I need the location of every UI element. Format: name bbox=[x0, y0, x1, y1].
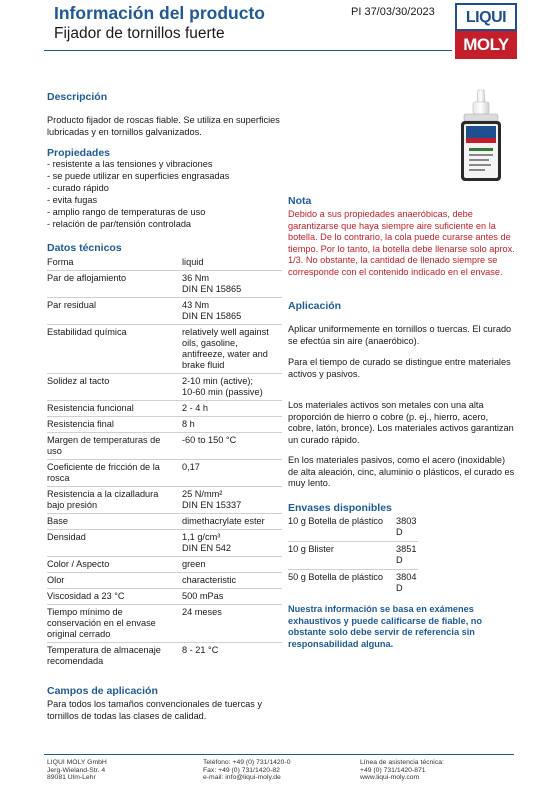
spec-name: Margen de temperaturas de uso bbox=[47, 434, 161, 456]
spec-name: Olor bbox=[47, 574, 65, 585]
footer-divider bbox=[44, 754, 514, 755]
footer-line: Jerg-Wieland-Str. 4 bbox=[47, 766, 106, 774]
spec-value: 1,1 g/cm³ DIN EN 542 bbox=[182, 531, 232, 553]
footer-line: LIQUI MOLY GmbH bbox=[47, 759, 107, 766]
spec-name: Resistencia final bbox=[47, 418, 114, 429]
spec-value: 8 h bbox=[182, 418, 195, 429]
package-name: 50 g Botella de plástico bbox=[288, 572, 384, 582]
aplicacion-p1: Aplicar uniformemente en tornillos o tuercas. El curado se efectúa sin aire (anaeróbico). bbox=[288, 324, 512, 346]
list-item: - curado rápido bbox=[47, 182, 229, 194]
spec-name: Solidez al tacto bbox=[47, 375, 110, 386]
spec-value: characteristic bbox=[182, 574, 237, 585]
spec-value: 0,17 bbox=[182, 461, 200, 472]
table-row bbox=[47, 417, 282, 433]
spec-value: relatively well against oils, gasoline, antifreeze, water and brake fluid bbox=[182, 326, 269, 370]
table-row bbox=[47, 573, 282, 589]
disclaimer-text: Nuestra información se basa en exámenes exhaustivos y puede calificarse de fiable, no obstante solo debe servir de referencia sin responsabilidad alguna. bbox=[288, 604, 483, 649]
footer-line: 89081 Ulm-Lehr bbox=[47, 774, 96, 782]
header-divider bbox=[44, 50, 452, 51]
table-row bbox=[47, 487, 282, 514]
package-code: 3803 D bbox=[396, 516, 417, 537]
datos-heading: Datos técnicos bbox=[47, 242, 122, 254]
spec-value: 25 N/mm² DIN EN 15337 bbox=[182, 488, 242, 510]
table-row bbox=[47, 589, 282, 605]
nota-heading: Nota bbox=[288, 195, 312, 207]
table-row bbox=[288, 570, 418, 598]
propiedades-heading: Propiedades bbox=[47, 147, 111, 159]
table-row bbox=[47, 605, 282, 643]
spec-value: 43 Nm DIN EN 15865 bbox=[182, 299, 242, 321]
envases-table bbox=[288, 514, 418, 597]
aplicacion-p4: En los materiales pasivos, como el acero (inoxidable) de alta aleación, cinc, aluminio o plásticos, el curado es muy lento. bbox=[288, 455, 515, 488]
table-row bbox=[47, 298, 282, 325]
spec-name: Viscosidad a 23 °C bbox=[47, 590, 125, 601]
table-row bbox=[47, 514, 282, 530]
spec-value: 36 Nm DIN EN 15865 bbox=[182, 272, 242, 294]
spec-name: Par residual bbox=[47, 299, 97, 310]
spec-name: Color / Aspecto bbox=[47, 558, 110, 569]
table-row bbox=[47, 460, 282, 487]
spec-name: Temperatura de almacenaje recomendada bbox=[47, 644, 161, 666]
campos-heading: Campos de aplicación bbox=[47, 685, 158, 697]
spec-value: liquid bbox=[182, 256, 204, 267]
footer-line: www.liqui-moly.com bbox=[360, 774, 420, 782]
spec-name: Estabilidad química bbox=[47, 326, 127, 337]
footer-line: Teléfono: +49 (0) 731/1420-0 bbox=[203, 759, 291, 766]
spec-value: dimethacrylate ester bbox=[182, 515, 265, 526]
table-row bbox=[47, 643, 282, 670]
logo-top-text: LIQUI bbox=[455, 3, 517, 31]
spec-name: Coeficiente de fricción de la rosca bbox=[47, 461, 160, 483]
footer-support bbox=[360, 759, 444, 782]
list-item: - se puede utilizar en superficies engrasadas bbox=[47, 170, 229, 182]
page-subtitle: Fijador de tornillos fuerte bbox=[54, 25, 225, 42]
descripcion-heading: Descripción bbox=[47, 91, 108, 103]
table-row bbox=[47, 401, 282, 417]
spec-value: 8 - 21 °C bbox=[182, 644, 219, 655]
spec-value: 2 - 4 h bbox=[182, 402, 209, 413]
table-row bbox=[288, 542, 418, 570]
footer-company bbox=[47, 759, 107, 782]
list-item: - evita fugas bbox=[47, 194, 229, 206]
footer-line: +49 (0) 731/1420-871 bbox=[360, 766, 426, 774]
table-row bbox=[288, 514, 418, 542]
datos-tecnicos-table bbox=[47, 255, 282, 669]
table-row bbox=[47, 530, 282, 557]
nota-text: Debido a sus propiedades anaeróbicas, debe garantizarse que haya siempre aire suficiente en la botella. De lo contrario, la cola puede curarse antes de tiempo. Por lo tanto, la botella debe llenarse solo aprox. 1/3. No obstante, la cantidad de llenado siempre se corresponde con el contenido indicado en el envase. bbox=[288, 209, 515, 277]
spec-name: Par de aflojamiento bbox=[47, 272, 127, 283]
spec-name: Base bbox=[47, 515, 68, 526]
aplicacion-p3: Los materiales activos son metales con una alta proporción de hierro o cobre (p. ej., hierro, acero, cobre, latón, bronce). Los materiales activos garantizan un curado rápido. bbox=[288, 400, 514, 445]
package-code: 3804 D bbox=[396, 572, 417, 593]
package-code: 3851 D bbox=[396, 544, 417, 565]
spec-name: Resistencia a la cizalladura bajo presión bbox=[47, 488, 159, 510]
table-row bbox=[47, 433, 282, 460]
aplicacion-p2: Para el tiempo de curado se distingue entre materiales activos y pasivos. bbox=[288, 357, 511, 379]
list-item: - relación de par/tensión controlada bbox=[47, 218, 229, 230]
spec-name: Resistencia funcional bbox=[47, 402, 134, 413]
propiedades-list bbox=[47, 158, 229, 230]
document-reference: PI 37/03/30/2023 bbox=[351, 6, 435, 18]
spec-value: -60 to 150 °C bbox=[182, 434, 237, 445]
footer-line: Línea de asistencia técnica: bbox=[360, 759, 444, 766]
page-title: Información del producto bbox=[54, 3, 265, 23]
descripcion-text: Producto fijador de roscas fiable. Se utiliza en superficies lubricadas y en tornillos galvanizados. bbox=[47, 115, 280, 137]
footer-contact bbox=[203, 759, 290, 782]
table-row bbox=[47, 271, 282, 298]
header bbox=[54, 3, 265, 44]
list-item: - resistente a las tensiones y vibraciones bbox=[47, 158, 229, 170]
spec-value: green bbox=[182, 558, 206, 569]
spec-name: Densidad bbox=[47, 531, 86, 542]
campos-text: Para todos los tamaños convencionales de tuercas y tornillos de todas las clases de calidad. bbox=[47, 699, 263, 721]
spec-value: 24 meses bbox=[182, 606, 222, 617]
liqui-moly-logo bbox=[455, 3, 517, 59]
package-name: 10 g Botella de plástico bbox=[288, 516, 384, 526]
envases-heading: Envases disponibles bbox=[288, 502, 392, 514]
spec-name: Tiempo mínimo de conservación en el envase original cerrado bbox=[47, 606, 156, 639]
list-item: - amplio rango de temperaturas de uso bbox=[47, 206, 229, 218]
aplicacion-heading: Aplicación bbox=[288, 300, 342, 312]
footer-line: e-mail: info@liqui-moly.de bbox=[203, 774, 281, 782]
spec-name: Forma bbox=[47, 256, 74, 267]
logo-bottom-text: MOLY bbox=[455, 31, 517, 59]
package-name: 10 g Blister bbox=[288, 544, 334, 554]
table-row bbox=[47, 557, 282, 573]
product-bottle-image bbox=[451, 88, 511, 183]
footer-line: Fax: +49 (0) 731/1420-82 bbox=[203, 766, 280, 774]
table-row bbox=[47, 325, 282, 374]
spec-value: 2-10 min (active); 10-60 min (passive) bbox=[182, 375, 263, 397]
spec-value: 500 mPas bbox=[182, 590, 224, 601]
table-row bbox=[47, 374, 282, 401]
table-row bbox=[47, 255, 282, 271]
